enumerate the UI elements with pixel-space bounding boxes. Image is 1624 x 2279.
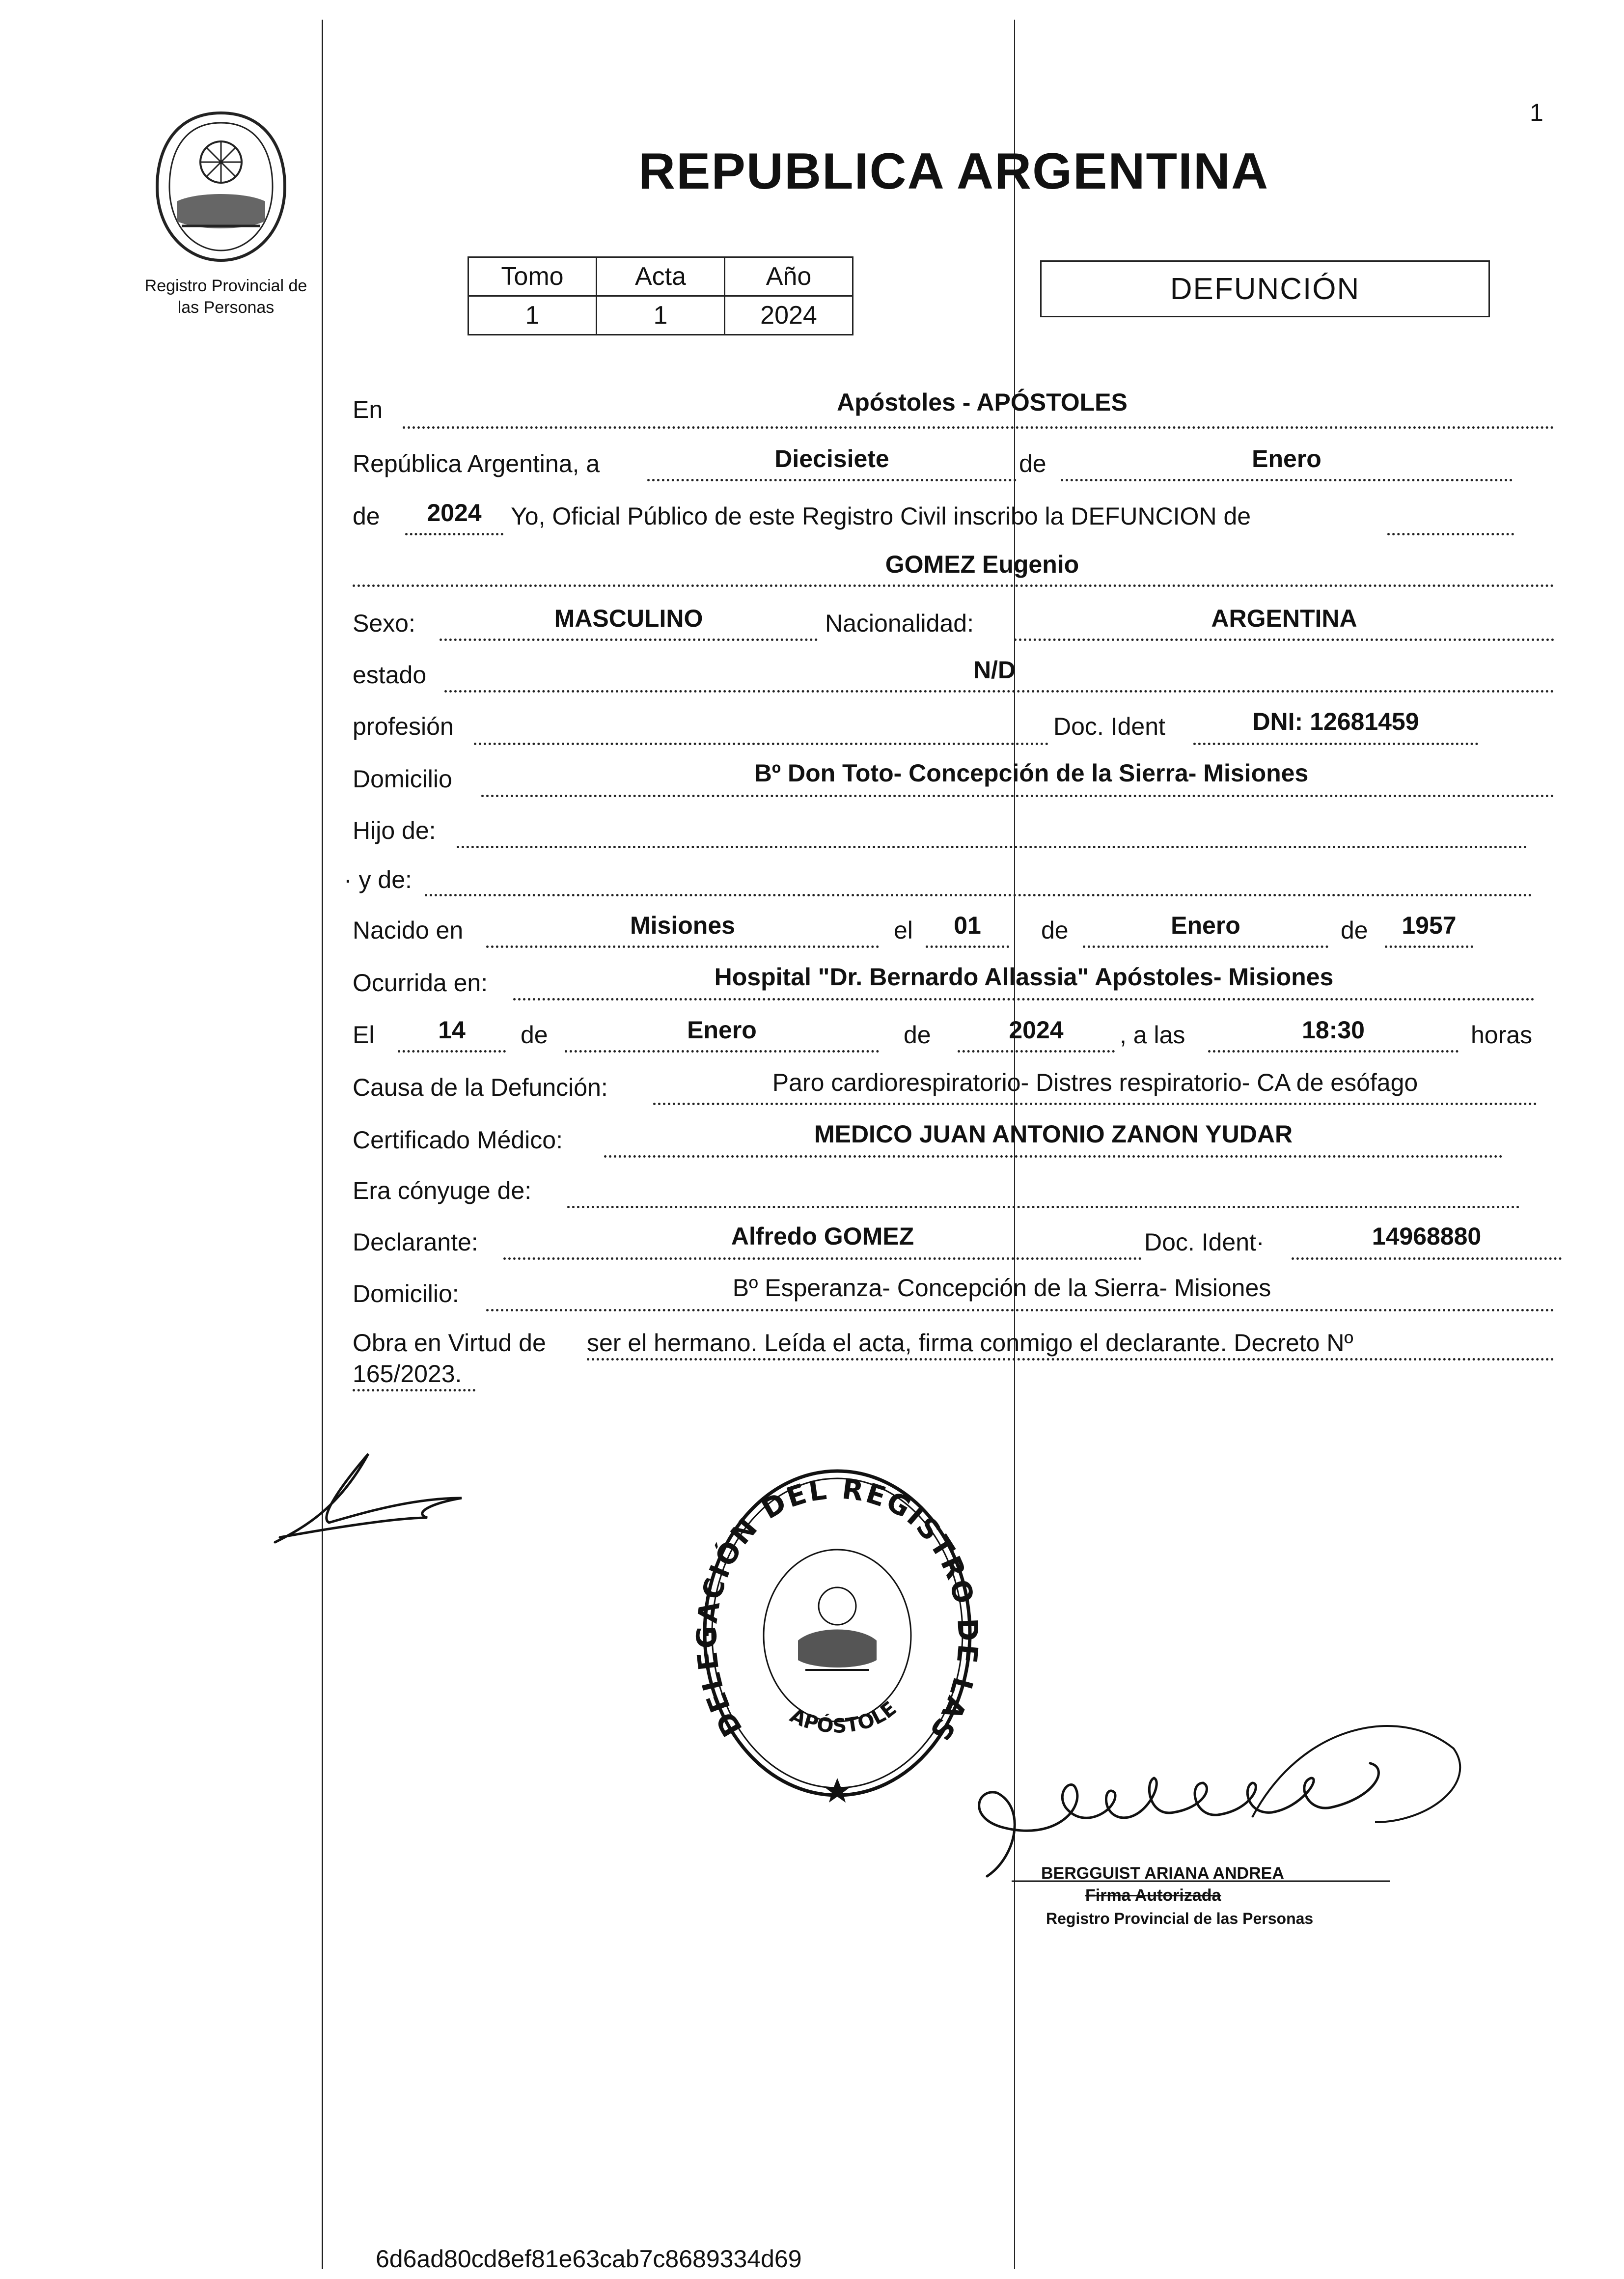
official-stamp [692, 1464, 982, 1820]
value-certificado: MEDICO JUAN ANTONIO ZANON YUDAR [814, 1120, 1293, 1148]
label-el-cap: El [353, 1021, 375, 1049]
value-nac-mes: Enero [1171, 912, 1240, 939]
value-declarante: Alfredo GOMEZ [731, 1223, 914, 1250]
label-obra: Obra en Virtud de [353, 1329, 546, 1357]
label-oc-de-2: de [904, 1021, 931, 1049]
value-oc-anio: 2024 [1009, 1016, 1064, 1044]
dots-yo-end [1387, 533, 1514, 535]
label-de-2: de [353, 502, 380, 530]
label-republica: República Argentina, a [353, 450, 600, 477]
label-sexo: Sexo: [353, 610, 415, 637]
label-y-de: · y de: [344, 866, 412, 893]
dots-dia [647, 479, 1017, 481]
value-estado: N/D [973, 656, 1016, 684]
dots-hora [1208, 1050, 1459, 1053]
value-anio: 2024 [427, 499, 482, 527]
record-value-anio: 2024 [725, 296, 853, 335]
dots-estado [444, 690, 1554, 693]
province-logo [147, 108, 295, 265]
label-de: de [1019, 450, 1046, 477]
dots-obra [587, 1358, 1554, 1361]
label-en: En [353, 396, 383, 423]
value-sexo: MASCULINO [554, 605, 703, 632]
value-nacionalidad: ARGENTINA [1211, 605, 1357, 632]
signer-organization: Registro Provincial de las Personas [1046, 1910, 1314, 1927]
record-value-acta: 1 [597, 296, 725, 335]
dots-sexo [440, 639, 818, 641]
dots-nac-mes [1083, 945, 1328, 948]
label-nac-de-2: de [1341, 917, 1368, 944]
dots-anio [405, 533, 503, 535]
dots-oc-anio [958, 1050, 1115, 1053]
dots-oc-dia [398, 1050, 506, 1053]
page-number: 1 [1530, 99, 1543, 126]
value-hora: 18:30 [1302, 1016, 1365, 1044]
dots-oc-mes [565, 1050, 879, 1053]
signer-name: BERGGUIST ARIANA ANDREA [1041, 1864, 1284, 1883]
value-causa: Paro cardiorespiratorio- Distres respiratorio- CA de esófago [772, 1069, 1418, 1096]
label-nacionalidad: Nacionalidad: [825, 610, 974, 637]
value-ocurrida-en: Hospital "Dr. Bernardo Allassia" Apóstoles- Misiones [714, 963, 1334, 991]
label-el: el [894, 917, 913, 944]
label-nacido-en: Nacido en [353, 917, 464, 944]
left-margin-rule [322, 20, 323, 2269]
document-hash: 6d6ad80cd8ef81e63cab7c8689334d69 [376, 2245, 802, 2273]
svg-text:DELEGACIÓN DEL REGISTRO DE LAS: DELEGACIÓN DEL REGISTRO DE LAS [692, 1473, 982, 1748]
label-declarante: Declarante: [353, 1228, 478, 1256]
label-nac-de-1: de [1041, 917, 1069, 944]
value-declarante-doc: 14968880 [1372, 1223, 1482, 1250]
label-doc-ident-2: Doc. Ident· [1144, 1228, 1265, 1256]
dots-hijo-de [457, 846, 1527, 848]
dots-domicilio [481, 795, 1554, 797]
dots-nombre [353, 584, 1554, 587]
label-certificado: Certificado Médico: [353, 1126, 563, 1154]
dots-causa [653, 1103, 1537, 1105]
label-horas: horas [1471, 1021, 1533, 1049]
dots-obra-2 [353, 1389, 475, 1391]
dots-certificado [604, 1155, 1503, 1158]
record-table [468, 256, 853, 335]
dots-mes [1061, 479, 1513, 481]
dots-declarante-doc [1292, 1257, 1562, 1260]
label-domicilio: Domicilio [353, 765, 452, 793]
dots-y-de [425, 894, 1532, 896]
logo-caption [123, 275, 329, 318]
document-title: REPUBLICA ARGENTINA [638, 143, 1269, 200]
label-yo: Yo, Oficial Público de este Registro Civil inscribo la DEFUNCION de [511, 502, 1251, 530]
label-estado: estado [353, 661, 427, 689]
dots-ocurrida-en [513, 998, 1535, 1001]
dots-profesion [474, 743, 1048, 745]
value-nac-anio: 1957 [1402, 912, 1457, 939]
label-profesion: profesión [353, 713, 454, 740]
value-nac-dia: 01 [954, 912, 981, 939]
dots-nacionalidad [1014, 639, 1554, 641]
dots-declarante [503, 1257, 1142, 1260]
value-domicilio: Bº Don Toto- Concepción de la Sierra- Misiones [754, 759, 1309, 787]
label-causa: Causa de la Defunción: [353, 1074, 608, 1101]
dots-nac-dia [926, 945, 1009, 948]
value-lugar: Apóstoles - APÓSTOLES [837, 389, 1128, 416]
dots-nac-anio [1385, 945, 1473, 948]
dots-conyuge [567, 1206, 1520, 1208]
label-oc-de-1: de [521, 1021, 548, 1049]
record-header-tomo: Tomo [468, 257, 597, 296]
value-oc-mes: Enero [687, 1016, 757, 1044]
value-nacido-en: Misiones [630, 912, 735, 939]
svg-text:APÓSTOLES: APÓSTOLE [786, 1697, 901, 1738]
dots-nacido-en [486, 945, 879, 948]
handwritten-initial [265, 1424, 471, 1555]
logo-caption-line2: las Personas [177, 298, 275, 317]
label-a-las: , a las [1120, 1021, 1185, 1049]
value-obra-line2: 165/2023. [353, 1360, 462, 1388]
dots-dni [1193, 743, 1478, 745]
value-dia: Diecisiete [774, 445, 889, 472]
record-header-acta: Acta [597, 257, 725, 296]
label-conyuge: Era cónyuge de: [353, 1177, 532, 1204]
value-oc-dia: 14 [438, 1016, 466, 1044]
label-domicilio-2: Domicilio: [353, 1280, 459, 1307]
value-dni: DNI: 12681459 [1252, 708, 1419, 735]
logo-caption-line1: Registro Provincial de [144, 277, 307, 295]
label-ocurrida-en: Ocurrida en: [353, 969, 488, 997]
dots-lugar [403, 426, 1554, 429]
value-obra-line1: ser el hermano. Leída el acta, firma conmigo el declarante. Decreto Nº [587, 1329, 1353, 1357]
value-domicilio-2: Bº Esperanza- Concepción de la Sierra- Misiones [732, 1274, 1271, 1302]
value-mes: Enero [1252, 445, 1321, 472]
value-nombre: GOMEZ Eugenio [885, 551, 1079, 578]
label-doc-ident: Doc. Ident [1053, 713, 1165, 740]
record-header-anio: Año [725, 257, 853, 296]
record-value-tomo: 1 [468, 296, 597, 335]
dots-domicilio-2 [486, 1309, 1554, 1311]
signer-role: Firma Autorizada [1085, 1886, 1221, 1905]
label-hijo-de: Hijo de: [353, 817, 436, 844]
record-type-box: DEFUNCIÓN [1040, 260, 1490, 317]
